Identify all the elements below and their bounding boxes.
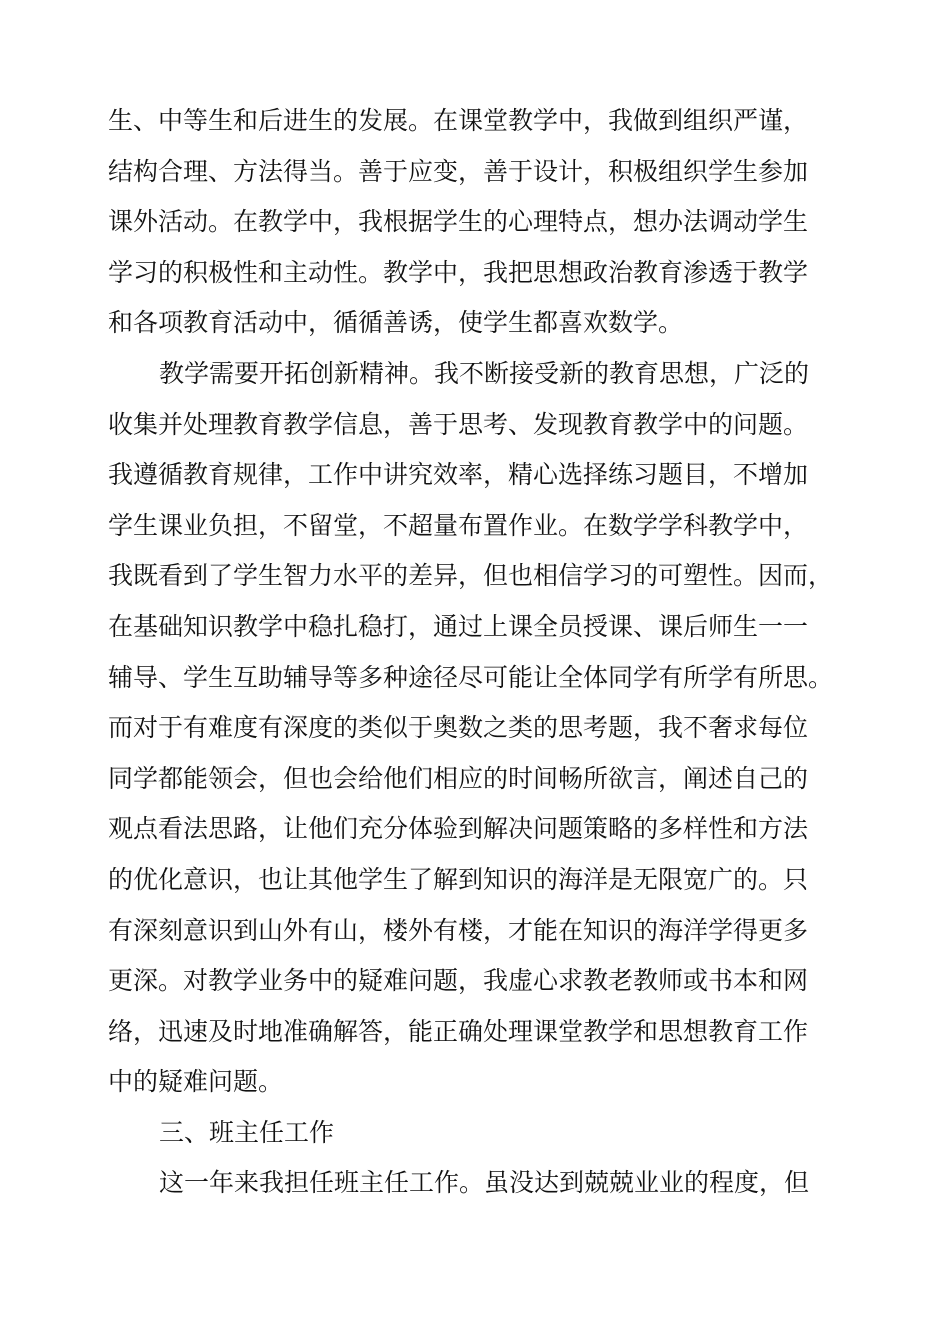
text-line: 结构合理、方法得当。善于应变，善于设计，积极组织学生参加 (108, 156, 809, 186)
text-line: 辅导、学生互助辅导等多种途径尽可能让全体同学有所学有所思。 (108, 662, 834, 692)
text-line: 学习的积极性和主动性。教学中，我把思想政治教育渗透于教学 (108, 257, 809, 287)
text-line: 课外活动。在教学中，我根据学生的心理特点，想办法调动学生 (108, 207, 809, 237)
text-line: 同学都能领会，但也会给他们相应的时间畅所欲言，阐述自己的 (108, 763, 809, 793)
text-line: 我遵循教育规律，工作中讲究效率，精心选择练习题目，不增加 (108, 460, 809, 490)
text-line: 的优化意识，也让其他学生了解到知识的海洋是无限宽广的。只 (108, 864, 809, 894)
text-line: 收集并处理教育教学信息，善于思考、发现教育教学中的问题。 (108, 409, 809, 439)
text-line: 络，迅速及时地准确解答，能正确处理课堂教学和思想教育工作 (108, 1016, 809, 1046)
text-line: 和各项教育活动中，循循善诱，使学生都喜欢数学。 (108, 308, 684, 338)
text-line: 更深。对教学业务中的疑难问题，我虚心求教老教师或书本和网 (108, 966, 809, 996)
text-line: 而对于有难度有深度的类似于奥数之类的思考题，我不奢求每位 (108, 713, 809, 743)
text-line: 有深刻意识到山外有山，楼外有楼，才能在知识的海洋学得更多 (108, 915, 809, 945)
document-body (108, 96, 848, 1209)
text-line: 观点看法思路，让他们充分体验到解决问题策略的多样性和方法 (108, 814, 809, 844)
text-line: 在基础知识教学中稳扎稳打，通过上课全员授课、课后师生一一 (108, 611, 809, 641)
text-line: 学生课业负担，不留堂，不超量布置作业。在数学学科教学中， (108, 510, 809, 540)
section-heading: 三、班主任工作 (159, 1117, 335, 1147)
text-line: 我既看到了学生智力水平的差异，但也相信学习的可塑性。因而， (108, 561, 834, 591)
text-line: 生、中等生和后进生的发展。在课堂教学中，我做到组织严谨， (108, 106, 809, 135)
paragraph-start-line: 教学需要开拓创新精神。我不断接受新的教育思想，广泛的 (159, 358, 810, 388)
paragraph-start-line: 这一年来我担任班主任工作。虽没达到兢兢业业的程度，但 (159, 1168, 810, 1198)
text-line: 中的疑难问题。 (108, 1067, 284, 1097)
